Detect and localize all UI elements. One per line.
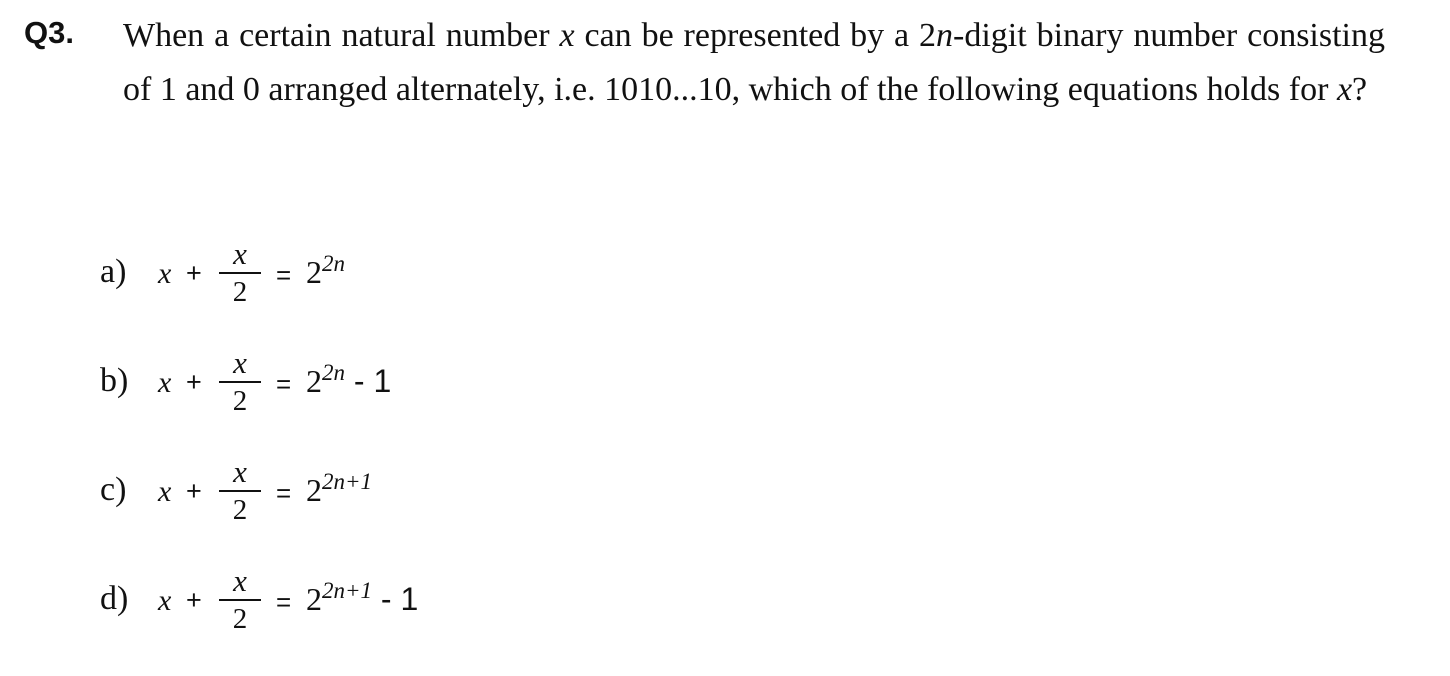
rhs-expression [306,470,372,514]
option-letter: c) [100,471,127,508]
option-letter: d) [100,580,129,617]
rhs-expression [306,579,418,623]
fraction-denominator: 2 [232,603,248,635]
fraction-numerator: x [233,345,247,380]
power-base: 2 [306,472,322,508]
variable-x: x [1336,70,1353,108]
question-text [123,9,1385,116]
question-text-part: -digit binary number consisting of 1 and 0 arranged alternately, i.e. 1010...10, which of the following equations holds for [123,17,1385,108]
plus-sign: + [186,585,202,615]
lhs-variable: x [158,366,172,399]
fraction-bar [219,599,261,601]
fraction [218,347,262,417]
equals-sign: = [276,260,292,290]
option-c[interactable] [100,456,700,526]
fraction [218,238,262,308]
equals-sign: = [276,587,292,617]
power-exponent: 2n [322,360,345,385]
power-exponent: 2n+1 [322,469,373,494]
question-text-part: can be represented by a 2 [574,17,937,54]
question-number: Q3. [24,15,74,50]
equals-sign: = [276,478,292,508]
power-base: 2 [306,581,322,617]
fraction-denominator: 2 [232,494,248,526]
fraction-bar [219,381,261,383]
power-exponent: 2n [322,251,345,276]
power-base: 2 [306,363,322,399]
rhs-expression [306,361,391,405]
fraction-bar [219,490,261,492]
fraction [218,456,262,526]
option-a[interactable] [100,238,700,308]
fraction-bar [219,272,261,274]
variable-x: x [559,17,575,54]
lhs-variable: x [158,475,172,508]
option-d[interactable] [100,565,700,635]
fraction-numerator: x [233,236,247,271]
rhs-tail: - 1 [345,363,392,399]
question-text-part: ? [1352,70,1368,108]
plus-sign: + [186,367,202,397]
rhs-tail: - 1 [372,581,419,617]
fraction-denominator: 2 [232,276,248,308]
fraction-numerator: x [233,563,247,598]
lhs-variable: x [158,257,172,290]
plus-sign: + [186,258,202,288]
option-b[interactable] [100,347,700,417]
question-text-part: When a certain natural number [123,17,560,54]
fraction-numerator: x [233,454,247,489]
fraction [218,565,262,635]
plus-sign: + [186,476,202,506]
variable-n: n [936,17,954,54]
rhs-expression [306,252,345,296]
option-letter: b) [100,362,129,399]
lhs-variable: x [158,584,172,617]
fraction-denominator: 2 [232,385,248,417]
equals-sign: = [276,369,292,399]
power-exponent: 2n+1 [322,578,373,603]
power-base: 2 [306,254,322,290]
option-letter: a) [100,253,127,290]
